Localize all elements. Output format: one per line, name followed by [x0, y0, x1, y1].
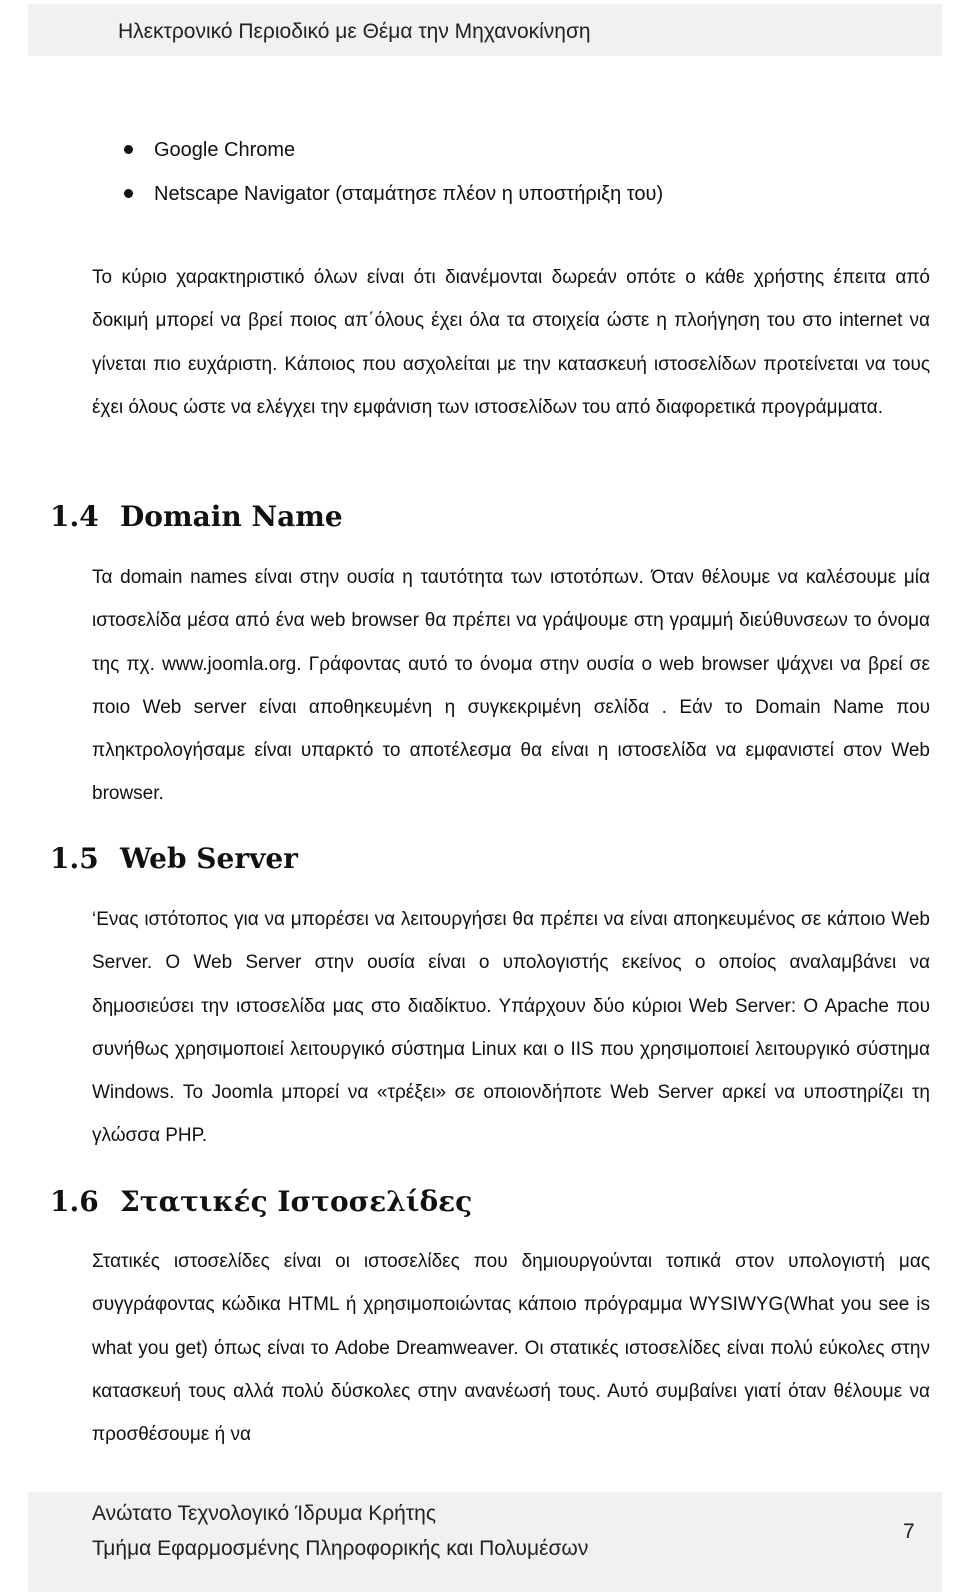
footer-institution: Ανώτατο Τεχνολογικό Ίδρυμα Κρήτης: [92, 1502, 436, 1525]
section-number: 1.5: [50, 842, 99, 875]
section-title: Στατικές Ιστοσελίδες: [120, 1185, 473, 1218]
header-title: Ηλεκτρονικό Περιοδικό με Θέμα την Μηχανοκίνηση: [118, 20, 591, 43]
static-pages-paragraph: Στατικές ιστοσελίδες είναι οι ιστοσελίδες που δημιουργούνται τοπικά στον υπολογιστή μας συγγράφοντας κώδικα HTML ή χρησιμοποιώντας κάποιο πρόγραμμα WYSIWYG(What you see is what you get) όπως είναι το Adobe Dreamweaver. Οι στατικές ιστοσελίδες είναι πολύ εύκολες στην κατασκευή τους αλλά πολύ δύσκολες στην ανανέωσή τους. Αυτό συμβαίνει γιατί όταν θέλουμε να προσθέσουμε ή να: [92, 1251, 930, 1446]
section-title: Web Server: [120, 842, 298, 875]
list-item-text: Google Chrome: [154, 139, 296, 161]
section-number: 1.4: [50, 500, 99, 533]
section-title: Domain Name: [120, 500, 343, 533]
section-heading-static-pages: [50, 1185, 472, 1218]
domain-name-paragraph: Τα domain names είναι στην ουσία η ταυτότητα των ιστοτόπων. Όταν θέλουμε να καλέσουμε μία ιστοσελίδα μέσα από ένα web browser θα πρέπει να γράψουμε στη γραμμή διεύθυνσεων το όνομα της πχ. www.joomla.org. Γράφοντας αυτό το όνομα στην ουσία ο web browser ψάχνει να βρεί σε ποιο Web server είναι αποθηκευμένη η συγκεκριμένη σελίδα . Εάν το Domain Name που πληκτρολογήσαμε είναι υπαρκτό το αποτέλεσμα θα είναι η ιστοσελίδα να εμφανιστεί στον Web browser.: [92, 567, 930, 805]
section-number: 1.6: [50, 1185, 99, 1218]
page-header: [28, 4, 942, 56]
section-heading-domain-name: [50, 500, 343, 533]
list-item: [124, 128, 663, 172]
footer-department: Τμήμα Εφαρμοσμένης Πληροφορικής και Πολυμέσων: [92, 1537, 589, 1560]
page-number: 7: [903, 1520, 915, 1543]
web-server-paragraph: ‘Ενας ιστότοπος για να μπορέσει να λειτουργήσει θα πρέπει να είναι αποηκευμένος σε κάποιο Web Server. O Web Server στην ουσία είναι ο υπολογιστής εκείνος ο οποίος αναλαμβάνει να δημοσιεύσει την ιστοσελίδα μας στο διαδίκτυο. Υπάρχουν δύο κύριοι Web Server: O Apache που συνήθως χρησιμοποιεί λειτουργικό σύστημα Linux και ο IIS που χρησιμοποιεί λειτουργικό σύστημα Windows. Το Joomla μπορεί να «τρέξει» σε οποιονδήποτε Web Server αρκεί να υποστηρίζει τη γλώσσα PHP.: [92, 909, 930, 1147]
section-heading-web-server: [50, 842, 298, 875]
list-item: [124, 172, 663, 216]
browser-bullet-list: [124, 128, 663, 216]
list-item-text: Netscape Navigator (σταμάτησε πλέον η υποστήριξη του): [154, 183, 664, 205]
bullet-icon: [124, 145, 133, 154]
intro-paragraph: Το κύριο χαρακτηριστικό όλων είναι ότι διανέμονται δωρεάν οπότε ο κάθε χρήστης έπειτα από δοκιμή μπορεί να βρεί ποιος απ΄όλους έχει όλα τα στοιχεία ώστε η πλοήγηση του στο internet να γίνεται πιο ευχάριστη. Κάποιος που ασχολείται με την κατασκευή ιστοσελίδων προτείνεται να τους έχει όλους ώστε να ελέγχει την εμφάνιση των ιστοσελίδων του από διαφορετικά προγράμματα.: [92, 267, 930, 418]
bullet-icon: [124, 189, 133, 198]
